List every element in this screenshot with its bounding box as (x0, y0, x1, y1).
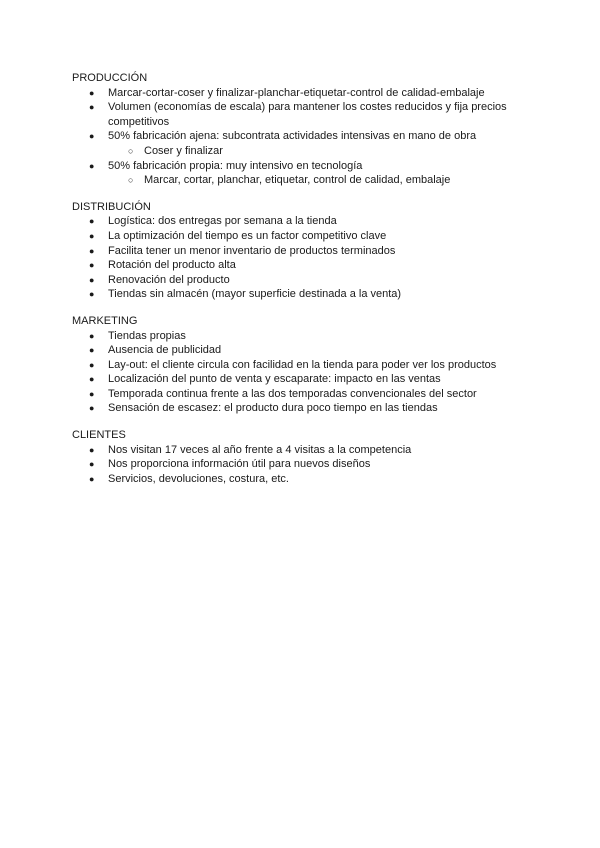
document-page (72, 71, 542, 498)
list-item (72, 244, 542, 259)
list-item (72, 159, 542, 174)
bullet-list (72, 329, 542, 417)
list-item (72, 401, 542, 416)
sub-list-container (72, 173, 542, 188)
list-item-text: Sensación de escasez: el producto dura poco tiempo en las tiendas (108, 402, 438, 415)
section-heading: DISTRIBUCIÓN (72, 200, 151, 213)
filled-bullet-icon: ● (89, 374, 95, 385)
filled-bullet-icon: ● (89, 459, 95, 470)
list-item-text: Rotación del producto alta (108, 259, 236, 272)
list-item-text: 50% fabricación ajena: subcontrata actividades intensivas en mano de obra (108, 130, 477, 143)
hollow-bullet-icon: ○ (128, 175, 134, 186)
list-item-text: Facilita tener un menor inventario de productos terminados (108, 244, 396, 257)
list-item-text: Renovación del producto (108, 273, 230, 286)
sub-list-item-text: Coser y finalizar (144, 144, 223, 157)
list-item (72, 329, 542, 344)
filled-bullet-icon: ● (89, 260, 95, 271)
filled-bullet-icon: ● (89, 230, 95, 241)
list-item (72, 457, 542, 472)
list-item-text: Temporada continua frente a las dos temporadas convencionales del sector (108, 387, 477, 400)
section-marketing (72, 314, 542, 416)
list-item-text: Logística: dos entregas por semana a la tienda (108, 215, 337, 228)
list-item (72, 229, 542, 244)
filled-bullet-icon: ● (89, 131, 95, 142)
filled-bullet-icon: ● (89, 87, 95, 98)
list-item (72, 343, 542, 358)
list-item-text: Nos visitan 17 veces al año frente a 4 visitas a la competencia (108, 443, 412, 456)
list-item (72, 214, 542, 229)
sub-list-item-text: Marcar, cortar, planchar, etiquetar, control de calidad, embalaje (144, 174, 451, 187)
list-item-text: Lay-out: el cliente circula con facilidad en la tienda para poder ver los productos (108, 358, 497, 371)
list-item (72, 372, 542, 387)
list-item (72, 443, 542, 458)
list-item-text: La optimización del tiempo es un factor competitivo clave (108, 229, 387, 242)
sub-list-item (108, 144, 542, 159)
list-item (72, 258, 542, 273)
filled-bullet-icon: ● (89, 102, 95, 113)
filled-bullet-icon: ● (89, 216, 95, 227)
list-item-text: Tiendas sin almacén (mayor superficie destinada a la venta) (108, 288, 402, 301)
section-clientes (72, 428, 542, 486)
list-item-text: Volumen (economías de escala) para mantener los costes reducidos y fija precios competitivos (108, 101, 507, 128)
filled-bullet-icon: ● (89, 330, 95, 341)
filled-bullet-icon: ● (89, 388, 95, 399)
list-item-text: Servicios, devoluciones, costura, etc. (108, 472, 289, 485)
list-item (72, 358, 542, 373)
filled-bullet-icon: ● (89, 403, 95, 414)
list-item (72, 129, 542, 144)
filled-bullet-icon: ● (89, 245, 95, 256)
sub-list-container (72, 144, 542, 159)
list-item (72, 86, 542, 101)
list-item-text: Tiendas propias (108, 329, 186, 342)
filled-bullet-icon: ● (89, 289, 95, 300)
section-produccion (72, 71, 542, 188)
list-item (72, 472, 542, 487)
list-item (72, 387, 542, 402)
filled-bullet-icon: ● (89, 444, 95, 455)
list-item-text: Ausencia de publicidad (108, 344, 222, 357)
filled-bullet-icon: ● (89, 160, 95, 171)
filled-bullet-icon: ● (89, 345, 95, 356)
sub-bullet-list (108, 173, 542, 188)
filled-bullet-icon: ● (89, 274, 95, 285)
section-heading: CLIENTES (72, 429, 126, 442)
filled-bullet-icon: ● (89, 359, 95, 370)
list-item (72, 100, 542, 129)
bullet-list (72, 86, 542, 188)
section-distribucion (72, 200, 542, 302)
list-item (72, 273, 542, 288)
list-item-text: Localización del punto de venta y escaparate: impacto en las ventas (108, 373, 441, 386)
list-item-text: Marcar-cortar-coser y finalizar-planchar-etiquetar-control de calidad-embalaje (108, 86, 485, 99)
section-heading: PRODUCCIÓN (72, 72, 148, 84)
list-item (72, 287, 542, 302)
sub-bullet-list (108, 144, 542, 159)
list-item-text: Nos proporciona información útil para nuevos diseños (108, 458, 371, 471)
list-item-text: 50% fabricación propia: muy intensivo en tecnología (108, 159, 363, 172)
section-heading: MARKETING (72, 314, 138, 327)
hollow-bullet-icon: ○ (128, 145, 134, 156)
bullet-list (72, 214, 542, 302)
filled-bullet-icon: ● (89, 473, 95, 484)
sub-list-item (108, 173, 542, 188)
bullet-list (72, 443, 542, 487)
